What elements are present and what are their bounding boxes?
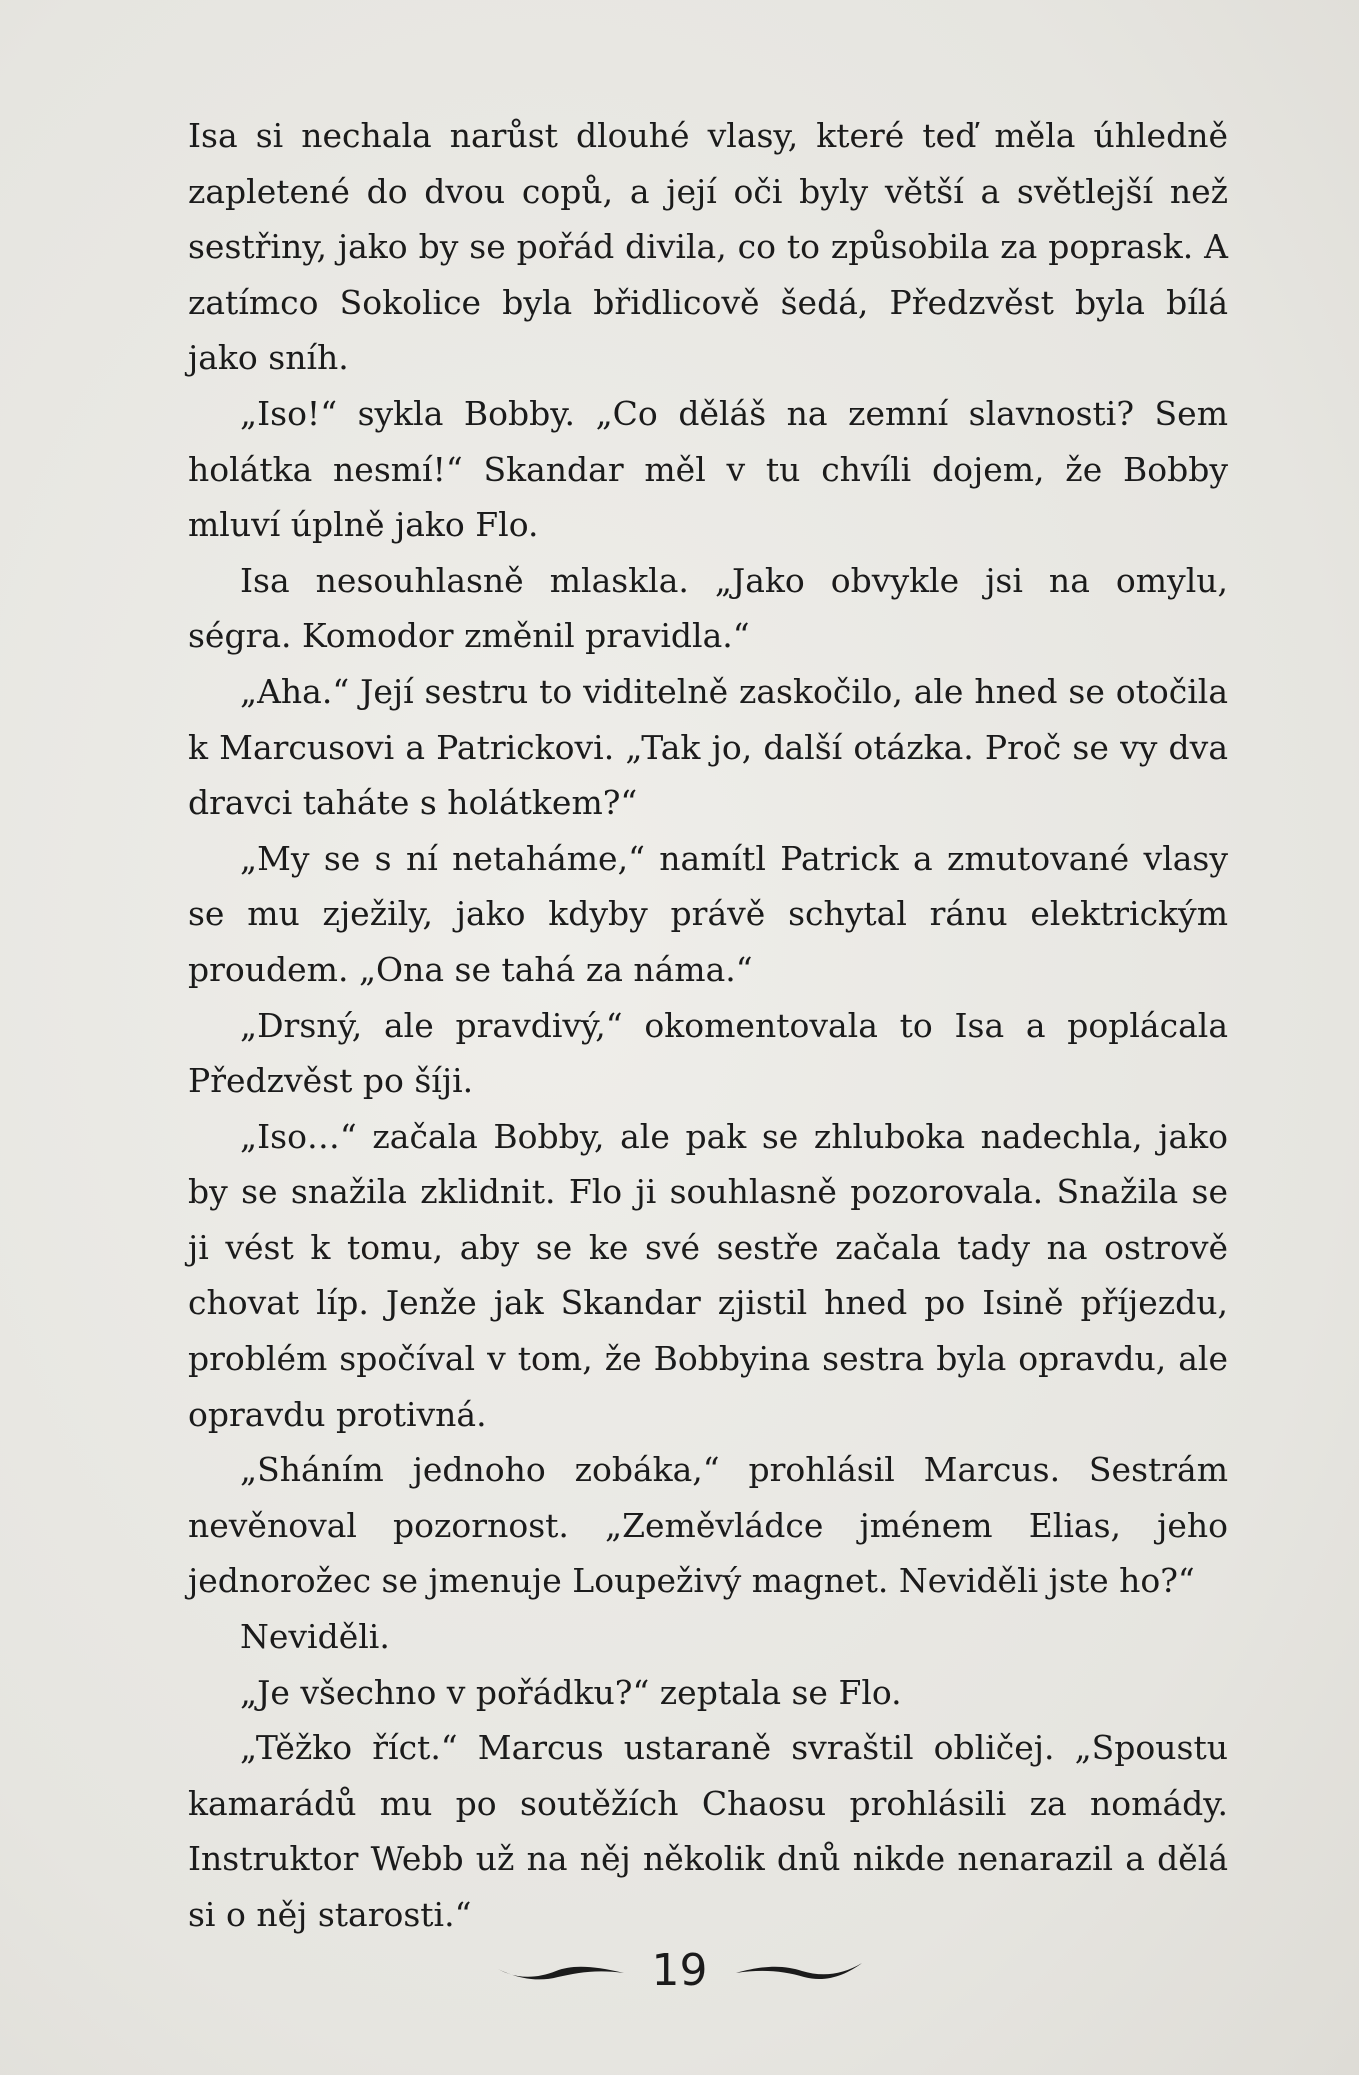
paragraph-3: Isa nesouhlasně mlaskla. „Jako obvykle jsi na omylu, ségra. Komodor změnil pravidla.“ [188,560,1228,656]
paragraph-10: „Je všechno v pořádku?“ zeptala se Flo. [240,1672,902,1712]
paragraph-9: Neviděli. [240,1617,390,1657]
page-number: 19 [651,1944,708,1996]
body-text [188,108,1228,1943]
paragraph-5: „My se s ní netaháme,“ namítl Patrick a zmutované vlasy se mu zježily, jako kdyby právě schytal ránu elektrickým proudem. „Ona se tahá za náma.“ [188,838,1228,989]
paragraph-4: „Aha.“ Její sestru to viditelně zaskočilo, ale hned se otočila k Marcusovi a Patrickovi. „Tak jo, další otázka. Proč se vy dva dravci taháte s holátkem?“ [188,671,1228,823]
right-ornament-icon [734,1955,864,1985]
left-ornament-icon [496,1955,626,1985]
paragraph-8: „Sháním jednoho zobáka,“ prohlásil Marcus. Sestrám nevěnoval pozornost. „Zeměvládce jménem Elias, jeho jednorožec se jmenuje Loupeživý magnet. Neviděli jste ho?“ [188,1450,1228,1601]
paragraph-7: „Iso…“ začala Bobby, ale pak se zhluboka nadechla, jako by se snažila zklidnit. Flo ji souhlasně pozorovala. Snažila se ji vést k tomu, aby se ke své sestře začala tady na ostrově chovat líp. Jenže jak Skandar zjistil hned po Isině příjezdu, problém spočíval v tom, že Bobbyina sestra byla opravdu, ale opravdu protivná. [188,1116,1228,1434]
paragraph-2: „Iso!“ sykla Bobby. „Co děláš na zemní slavnosti? Sem holátka nesmí!“ Skandar měl v tu chvíli dojem, že Bobby mluví úplně jako Flo. [188,393,1228,545]
paragraph-11: „Těžko říct.“ Marcus ustaraně svraštil obličej. „Spoustu kamarádů mu po soutěžích Chaosu prohlásili za nomády. Instruktor Webb už na něj několik dnů nikde nenarazil a dělá si o něj starosti.“ [188,1728,1228,1934]
paragraph-1: Isa si nechala narůst dlouhé vlasy, které teď měla úhledně zapletené do dvou copů, a její oči byly větší a světlejší než sestřiny, jako by se pořád divila, co to způsobila za poprask. A zatímco Sokolice byla břidlicově šedá, Předzvěst byla bílá jako sníh. [188,116,1228,378]
page-footer [0,1940,1359,2000]
paragraph-6: „Drsný, ale pravdivý,“ okomentovala to Isa a poplácala Předzvěst po šíji. [188,1005,1228,1101]
